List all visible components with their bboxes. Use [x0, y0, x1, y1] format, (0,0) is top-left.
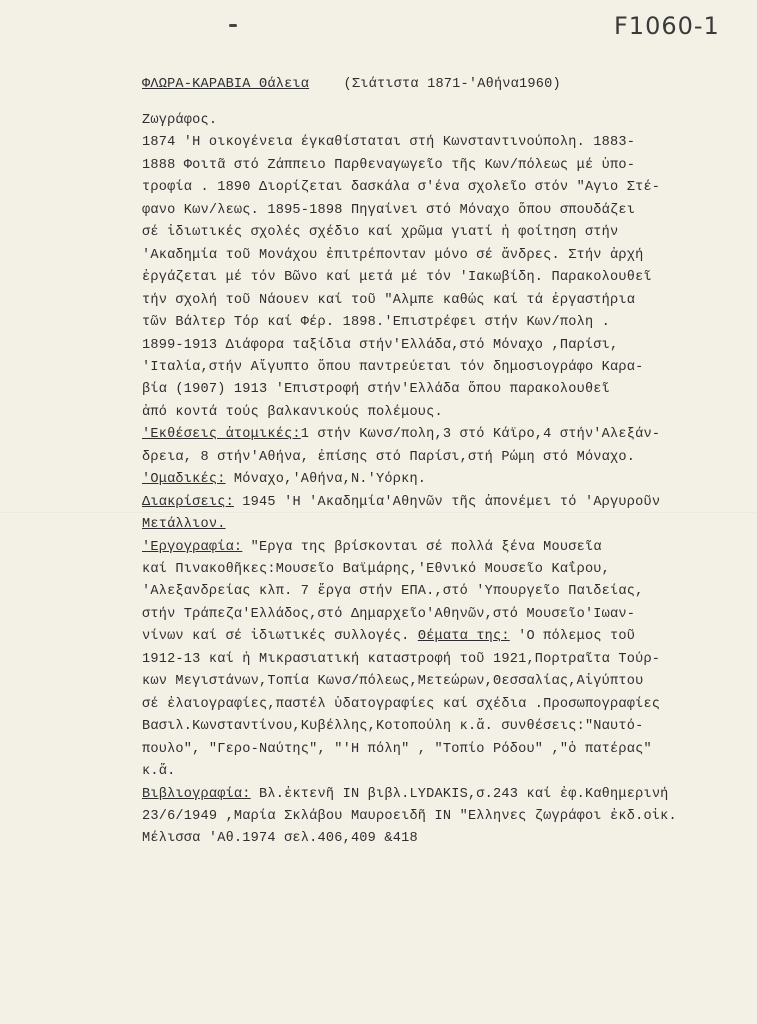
line-text: νίνων καί σέ ἰδιωτικές συλλογές. [142, 629, 418, 645]
text-line [142, 315, 610, 330]
line-text: ἀπό κοντά τούς βαλκανικούς πολέμους. [142, 404, 443, 420]
line-text: τροφία . 1890 Διορίζεται δασκάλα σ'ένα σχολεῖο στόν "Αγιο Στέ- [142, 180, 661, 196]
line-text: 'Αλεξανδρείας κλπ. 7 ἔργα στήν ΕΠΑ.,στό 'Υπουργεῖο Παιδείας, [142, 584, 644, 600]
text-line [142, 809, 677, 824]
line-text: κων Μεγιστάνων,Τοπία Κωνσ/πόλεως,Μετεώρων,Θεσσαλίας,Αἰγύπτου [142, 674, 644, 690]
line-text: Βασιλ.Κωνσταντίνου,Κυβέλλης,Κοτοπούλη κ.ἄ. συνθέσεις:"Ναυτό- [142, 719, 644, 735]
line-text: πουλο", "Γερο-Ναύτης", "'Η πόλη" , "Τοπίο Ρόδου" ,"ὁ πατέρας" [142, 741, 652, 757]
line-text: Μέλισσα 'Αθ.1974 σελ.406,409 &418 [142, 831, 418, 847]
section-label: Διακρίσεις: [142, 494, 234, 510]
artist-name: ΦΛΩΡΑ-ΚΑΡΑΒΙΑ Θάλεια [142, 77, 310, 92]
text-line [142, 831, 418, 846]
text-line [142, 338, 618, 353]
line-text: καί Πινακοθῆκες:Μουσεῖο Βαϊμάρης,'Εθνικό Μουσεῖο Καΐρου, [142, 562, 611, 577]
line-text: 1945 'Η 'Ακαδημία'Αθηνῶν τῆς ἀπονέμει τό 'Αργυροῦν [233, 494, 661, 510]
line-text: δρεια, 8 στήν'Αθήνα, ἐπίσης στό Παρίσι,στή Ρώμη στό Μόναχο. [142, 449, 636, 465]
text-line [142, 495, 660, 510]
line-text: Μόναχο,'Αθήνα,Ν.'Υόρκη. [225, 472, 427, 488]
text-line [142, 270, 652, 285]
text-line [142, 787, 669, 802]
line-text: "Εργα της βρίσκονται σέ πολλά ξένα Μουσεῖα [242, 539, 602, 555]
text-line [142, 562, 610, 577]
text-line [142, 382, 610, 397]
section-label: 'Εκθέσεις ἀτομικές: [142, 427, 301, 443]
line-text: 1912-13 καί ἡ Μικρασιατική καταστροφή τοῦ 1921,Πορτραῖτα Τούρ- [142, 651, 661, 667]
line-text: κ.ἄ. [142, 764, 176, 780]
text-line [142, 517, 226, 532]
section-label: 'Εργογραφία: [142, 539, 243, 555]
text-line [142, 540, 602, 555]
text-line [142, 360, 643, 375]
page-fold [0, 512, 757, 514]
text-line [142, 248, 643, 263]
ink-mark [229, 24, 237, 27]
line-text: 1899-1913 Διάφορα ταξίδια στήν'Ελλάδα,στό Μόναχο ,Παρίσι, [142, 337, 619, 353]
section-label: Θέματα της: [417, 629, 510, 645]
line-text: τῶν Βάλτερ Τόρ καί Φέρ. 1898.'Επιστρέφει στήν Κων/πολη . [142, 315, 611, 331]
artist-dates: (Σιάτιστα 1871-'Αθήνα1960) [343, 77, 561, 92]
line-text: σέ ἐλαιογραφίες,παστέλ ὑδατογραφίες καί σχέδια .Προσωπογραφίες [142, 696, 661, 712]
text-line [142, 584, 643, 599]
text-line [142, 764, 175, 779]
text-line [142, 697, 660, 712]
line-text: ἐργάζεται μέ τόν Βῶνο καί μετά μέ τόν 'Ιακωβίδη. Παρακολουθεῖ [142, 270, 652, 286]
section-label: 'Ομαδικές: [142, 472, 226, 488]
text-line [142, 203, 635, 218]
text-line [142, 293, 635, 308]
text-line [142, 225, 618, 240]
line-text: 23/6/1949 ,Μαρία Σκλάβου Μαυροειδῆ ΙΝ "Ελληνες ζωγράφοι ἐκδ.οἰκ. [142, 808, 677, 824]
text-line [142, 629, 635, 644]
line-text: 1 στήν Κωνσ/πολη,3 στό Κάϊρο,4 στήν'Αλεξάν- [300, 427, 661, 443]
title-line [142, 77, 561, 92]
text-line [142, 674, 643, 689]
text-line [142, 135, 635, 150]
line-text: 1888 Φοιτᾶ στό Ζάππειο Παρθεναγωγεῖο τῆς Κων/πόλεως μέ ὑπο- [142, 157, 636, 173]
reference-number: F1060-1 [614, 12, 720, 40]
line-text: τήν σχολή τοῦ Νάουεν καί τοῦ "Αλμπε καθώς καί τά ἐργαστήρια [142, 292, 636, 308]
line-text: βία (1907) 1913 'Επιστροφή στήν'Ελλάδα ὅπου παρακολουθεῖ [142, 382, 611, 398]
text-line [142, 405, 443, 420]
text-line [142, 450, 635, 465]
line-text: σέ ἰδιωτικές σχολές σχέδιο καί χρῶμα γιατί ἡ φοίτηση στήν [142, 225, 619, 241]
text-line [142, 652, 660, 667]
line-text: Μετάλλιον. [142, 517, 226, 533]
line-text: 'Ιταλία,στήν Αἴγυπτο ὅπου παντρεύεται τόν δημοσιογράφο Καρα- [142, 359, 644, 375]
line-text: φανο Κων/λεως. 1895-1898 Πηγαίνει στό Μόναχο ὅπου σπουδάζει [142, 202, 636, 218]
text-line [142, 180, 660, 195]
text-line [142, 472, 426, 487]
section-label: Βιβλιογραφία: [142, 786, 251, 802]
text-line [142, 742, 652, 757]
text-line [142, 719, 643, 734]
line-text: 'Ακαδημία τοῦ Μονάχου ἐπιτρέπονταν μόνο σέ ἄνδρες. Στήν ἀρχή [142, 247, 644, 263]
text-line [142, 427, 660, 442]
text-line [142, 158, 635, 173]
line-text: Ζωγράφος. [142, 113, 218, 128]
line-text: στήν Τράπεζα'Ελλάδος,στό Δημαρχεῖο'Αθηνῶν,στό Μουσεῖο'Ιωαν- [142, 606, 636, 622]
line-text: 1874 'Η οικογένεια έγκαθίσταται στή Κωνσταντινούπολη. 1883- [142, 135, 636, 151]
line-text: Βλ.ἐκτενῆ ΙΝ βιβλ.LYDAKIS,σ.243 καί ἐφ.Καθημερινή [250, 786, 669, 802]
text-line [142, 607, 635, 622]
line-text: 'Ο πόλεμος τοῦ [509, 629, 636, 645]
text-line [142, 113, 217, 128]
